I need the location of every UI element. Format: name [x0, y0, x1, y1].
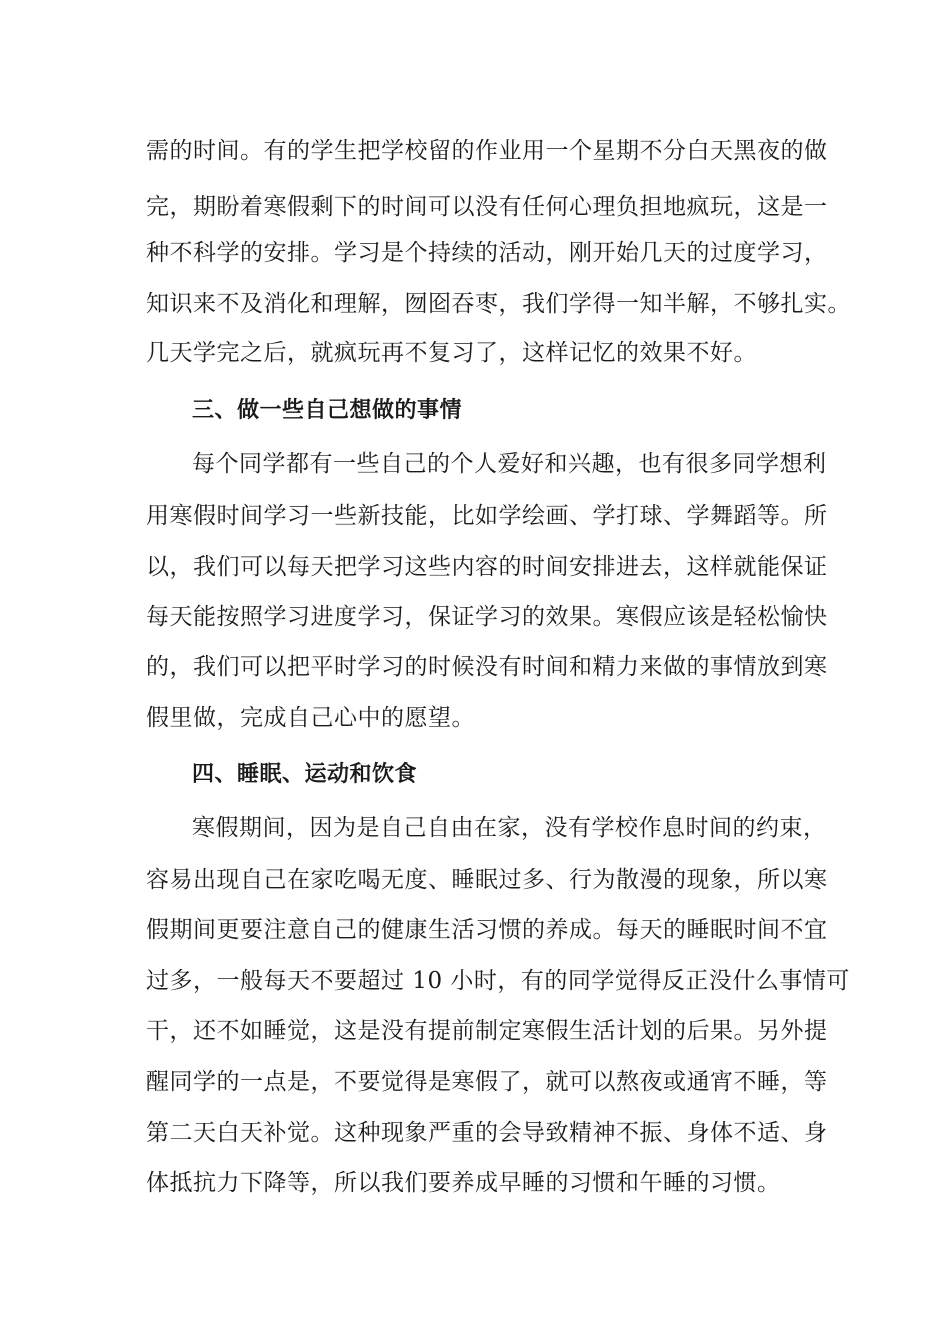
paragraph-line: 体抵抗力下降等，所以我们要养成早睡的习惯和午睡的习惯。 [146, 1170, 781, 1196]
paragraph-line: 过多，一般每天不要超过 10 小时，有的同学觉得反正没什么事情可 [146, 968, 850, 994]
paragraph-line: 每个同学都有一些自己的个人爱好和兴趣，也有很多同学想利 [192, 451, 827, 477]
paragraph-line: 完，期盼着寒假剩下的时间可以没有任何心理负担地疯玩，这是一 [146, 194, 828, 220]
paragraph-line: 第二天白天补觉。这种现象严重的会导致精神不振、身体不适、身 [146, 1120, 828, 1146]
paragraph-line: 几天学完之后，就疯玩再不复习了，这样记忆的效果不好。 [146, 340, 757, 366]
paragraph-line: 用寒假时间学习一些新技能，比如学绘画、学打球、学舞蹈等。所 [146, 503, 828, 529]
paragraph-line: 知识来不及消化和理解，囫囵吞枣，我们学得一知半解，不够扎实。 [146, 291, 851, 317]
paragraph-line: 干，还不如睡觉，这是没有提前制定寒假生活计划的后果。另外提 [146, 1018, 828, 1044]
paragraph-line: 假期间更要注意自己的健康生活习惯的养成。每天的睡眠时间不宜 [146, 917, 828, 943]
section-heading: 四、睡眠、运动和饮食 [192, 761, 418, 787]
section-heading: 三、做一些自己想做的事情 [192, 397, 463, 423]
paragraph-line: 每天能按照学习进度学习，保证学习的效果。寒假应该是轻松愉快 [146, 604, 828, 630]
paragraph-line: 醒同学的一点是，不要觉得是寒假了，就可以熬夜或通宵不睡，等 [146, 1069, 828, 1095]
paragraph-line: 容易出现自己在家吃喝无度、睡眠过多、行为散漫的现象，所以寒 [146, 867, 828, 893]
paragraph-line: 需的时间。有的学生把学校留的作业用一个星期不分白天黑夜的做 [146, 138, 828, 164]
paragraph-line: 假里做，完成自己心中的愿望。 [146, 705, 475, 731]
paragraph-line: 的，我们可以把平时学习的时候没有时间和精力来做的事情放到寒 [146, 654, 828, 680]
paragraph-line: 种不科学的安排。学习是个持续的活动，刚开始几天的过度学习， [146, 240, 828, 266]
paragraph-line: 以，我们可以每天把学习这些内容的时间安排进去，这样就能保证 [146, 554, 828, 580]
paragraph-line: 寒假期间，因为是自己自由在家，没有学校作息时间的约束， [192, 815, 827, 841]
